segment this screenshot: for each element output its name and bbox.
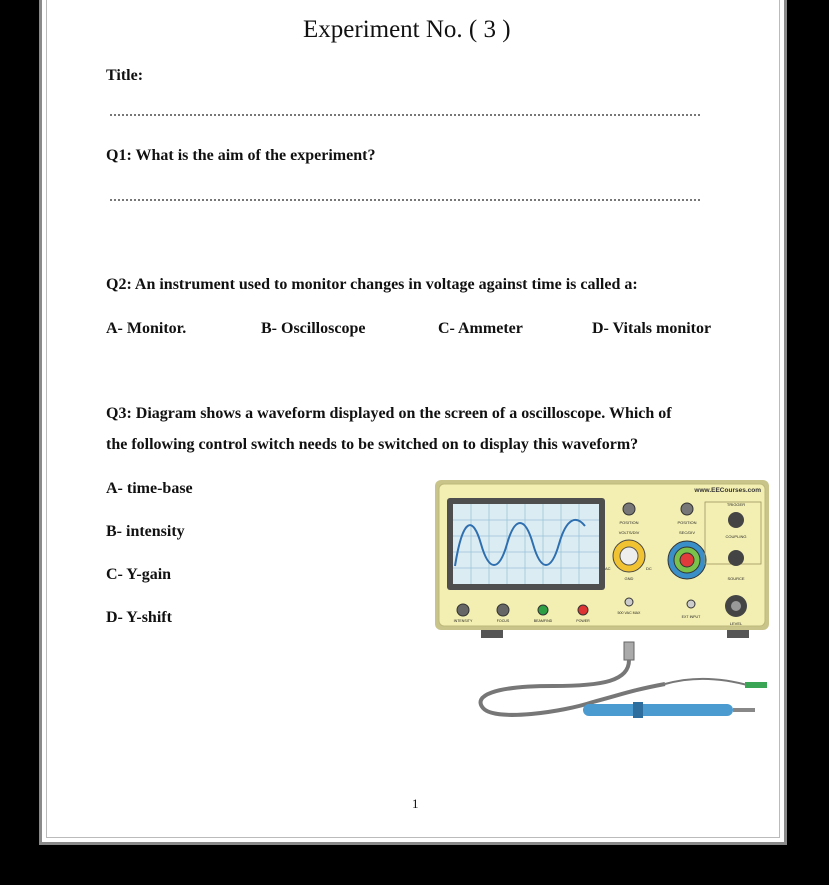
question-3-line1: Q3: Diagram shows a waveform displayed on the screen of a oscilloscope. Which of bbox=[106, 405, 672, 422]
page-number: 1 bbox=[412, 796, 419, 811]
scope-site-label: www.EECourses.com bbox=[694, 487, 761, 494]
q2-option-b: B- Oscilloscope bbox=[261, 320, 366, 337]
oscilloscope-figure bbox=[433, 476, 773, 726]
ground-lead bbox=[665, 679, 751, 686]
input-connector bbox=[625, 598, 633, 606]
volts-div-label: VOLTS/DIV bbox=[618, 530, 640, 535]
page-inner-border bbox=[46, 0, 780, 838]
volts-div-knob bbox=[620, 547, 638, 565]
intensity-knob bbox=[457, 604, 469, 616]
answer-line-title bbox=[110, 114, 700, 116]
beamfind-label: BEAMFIND bbox=[533, 619, 553, 623]
level-label: LEVEL bbox=[729, 621, 743, 626]
question-2: Q2: An instrument used to monitor changes in voltage against time is called a: bbox=[106, 276, 638, 293]
trigger-label: TRIGGER bbox=[726, 502, 746, 507]
title-label: Title: bbox=[106, 67, 144, 84]
question-1: Q1: What is the aim of the experiment? bbox=[106, 147, 376, 164]
trigger-level-cap bbox=[731, 601, 741, 611]
q2-option-d: D- Vitals monitor bbox=[592, 320, 712, 337]
ext-input-connector bbox=[687, 600, 695, 608]
q3-option-a: A- time-base bbox=[106, 480, 193, 497]
sec-div-label: SEC/DIV bbox=[678, 530, 696, 535]
coupling-dc-label: DC bbox=[646, 566, 652, 571]
q2-option-a: A- Monitor. bbox=[106, 320, 187, 337]
power-button bbox=[578, 605, 588, 615]
coupling-ac-label: AC bbox=[605, 566, 611, 571]
q3-option-b: B- intensity bbox=[106, 523, 185, 540]
coupling-label: COUPLING bbox=[725, 534, 747, 539]
answer-line-q1 bbox=[110, 199, 700, 201]
q3-option-d: D- Y-shift bbox=[106, 609, 172, 626]
q2-option-c: C- Ammeter bbox=[438, 320, 523, 337]
source-label: SOURCE bbox=[727, 576, 745, 581]
coupling-gnd-label: GND bbox=[624, 576, 634, 581]
screen bbox=[453, 504, 599, 584]
power-label: POWER bbox=[576, 619, 590, 623]
bnc-connector bbox=[624, 642, 634, 660]
max-voltage-label: 500 VAC MAX bbox=[617, 611, 641, 615]
ground-clip bbox=[745, 682, 767, 688]
document-page bbox=[39, 0, 787, 845]
x-position-knob bbox=[681, 503, 693, 515]
y-position-knob bbox=[623, 503, 635, 515]
probe-grip bbox=[633, 702, 643, 718]
y-position-label: POSITION bbox=[619, 520, 639, 525]
sec-div-knob bbox=[680, 553, 694, 567]
beamfind-button bbox=[538, 605, 548, 615]
x-position-label: POSITION bbox=[677, 520, 697, 525]
focus-label: FOCUS bbox=[496, 619, 510, 623]
trigger-mode-switch bbox=[728, 512, 744, 528]
question-3-line2: the following control switch needs to be switched on to display this waveform? bbox=[106, 436, 639, 453]
trigger-coupling-switch bbox=[728, 550, 744, 566]
intensity-label: INTENSITY bbox=[453, 619, 473, 623]
probe-tip bbox=[733, 708, 755, 712]
ext-input-label: EXT INPUT bbox=[681, 615, 701, 619]
q3-option-c: C- Y-gain bbox=[106, 566, 172, 583]
focus-knob bbox=[497, 604, 509, 616]
page-title: Experiment No. ( 3 ) bbox=[303, 16, 511, 43]
probe-body bbox=[583, 704, 733, 716]
